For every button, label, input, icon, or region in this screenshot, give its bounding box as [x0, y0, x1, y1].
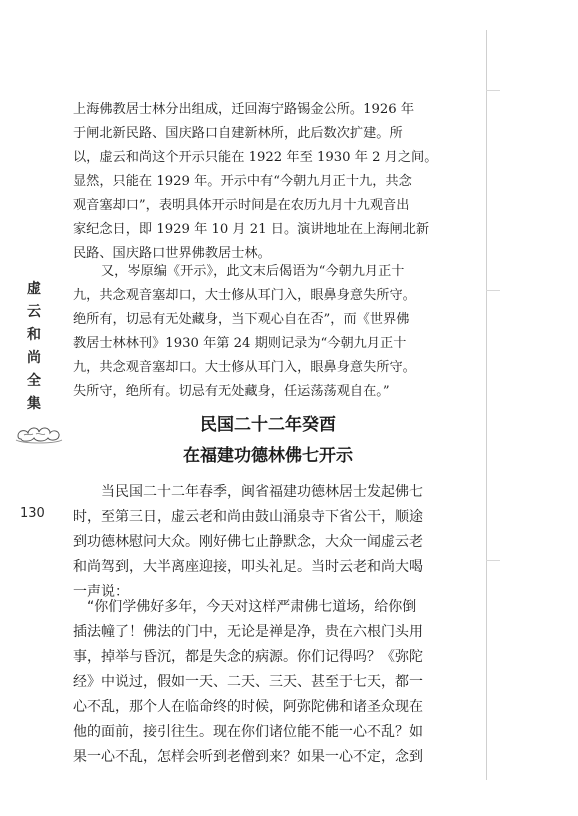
side-title-char: 尚: [27, 350, 41, 366]
text-line: “你们学佛好多年，今天对这样严肃佛七道场，给你倒: [87, 599, 417, 615]
side-book-title: [24, 278, 44, 416]
text-line: 上海佛教居士林分出组成，迁回海宁路锡金公所。1926 年: [73, 102, 415, 117]
text-line: 绝所有，切忌有无处藏身，当下观心自在否”，而《世界佛: [73, 312, 410, 327]
side-title-char: 和: [27, 327, 41, 343]
section-heading-line-1: 民国二十二年癸酉: [200, 415, 336, 435]
text-line: 教居士林林刊》1930 年第 24 期则记录为“今朝九月正十: [73, 336, 407, 351]
page-number: 130: [20, 506, 45, 521]
text-line: 家纪念日，即 1929 年 10 月 21 日。演讲地址在上海闸北新: [73, 222, 430, 237]
section-heading-line-2: 在福建功德林佛七开示: [183, 446, 353, 466]
text-line: 九，共念观音塞却口。大士修从耳门入，眼鼻身意失所守。: [73, 360, 416, 375]
paragraph-4: [73, 595, 463, 770]
paragraph-3: [73, 480, 463, 605]
page-edge-tick: [486, 90, 500, 91]
text-line: 一声说：: [73, 584, 129, 600]
text-line: 于闸北新民路、国庆路口自建新林所，此后数次扩建。所: [73, 126, 403, 141]
text-line: 又，岑原编《开示》，此文末后偈语为“今朝九月正十: [101, 264, 405, 279]
page-edge-tick: [486, 290, 500, 291]
text-line: 民路、国庆路口世界佛教居士林。: [73, 246, 271, 261]
cloud-ornament-icon: [14, 420, 64, 446]
paragraph-2: [73, 260, 463, 404]
side-title-char: 全: [27, 373, 41, 389]
text-line: 他的面前，接引往生。现在你们诸位能不能一心不乱？如: [73, 724, 423, 740]
text-line: 以，虚云和尚这个开示只能在 1922 年至 1930 年 2 月之间。: [73, 150, 438, 165]
side-title-char: 集: [27, 396, 41, 412]
text-line: 事，掉举与昏沉，都是失念的病源。你们记得吗？《弥陀: [73, 649, 423, 665]
text-line: 经》中说过，假如一天、二天、三天、甚至于七天，都一: [73, 674, 423, 690]
text-line: 当民国二十二年春季，闽省福建功德林居士发起佛七: [101, 484, 423, 500]
text-line: 九，共念观音塞却口，大士修从耳门入，眼鼻身意失所守。: [73, 288, 416, 303]
paragraph-1: [73, 98, 463, 266]
text-line: 果一心不乱，怎样会听到老僧到来？如果一心不定，念到: [73, 749, 423, 765]
text-line: 到功德林慰问大众。刚好佛七止静默念，大众一闻虚云老: [73, 534, 423, 550]
page-edge-line: [486, 30, 487, 780]
text-line: 观音塞却口”，表明具体开示时间是在农历九月十九观音出: [73, 198, 410, 213]
page-edge-tick: [486, 560, 500, 561]
text-line: 显然，只能在 1929 年。开示中有“今朝九月正十九，共念: [73, 174, 412, 189]
text-line: 心不乱，那个人在临命终的时候，阿弥陀佛和诸圣众现在: [73, 699, 423, 715]
text-line: 和尚驾到，大半离座迎接，叩头礼足。当时云老和尚大喝: [73, 559, 423, 575]
side-title-char: 云: [27, 304, 41, 320]
side-title-char: 虚: [27, 281, 41, 297]
text-line: 时，至第三日，虚云老和尚由鼓山涌泉寺下省公干，顺途: [73, 509, 423, 525]
text-line: 失所守，绝所有。切忌有无处藏身，任运荡荡观自在。”: [73, 384, 390, 399]
text-line: 插法幢了！佛法的门中，无论是禅是净，贵在六根门头用: [73, 624, 423, 640]
